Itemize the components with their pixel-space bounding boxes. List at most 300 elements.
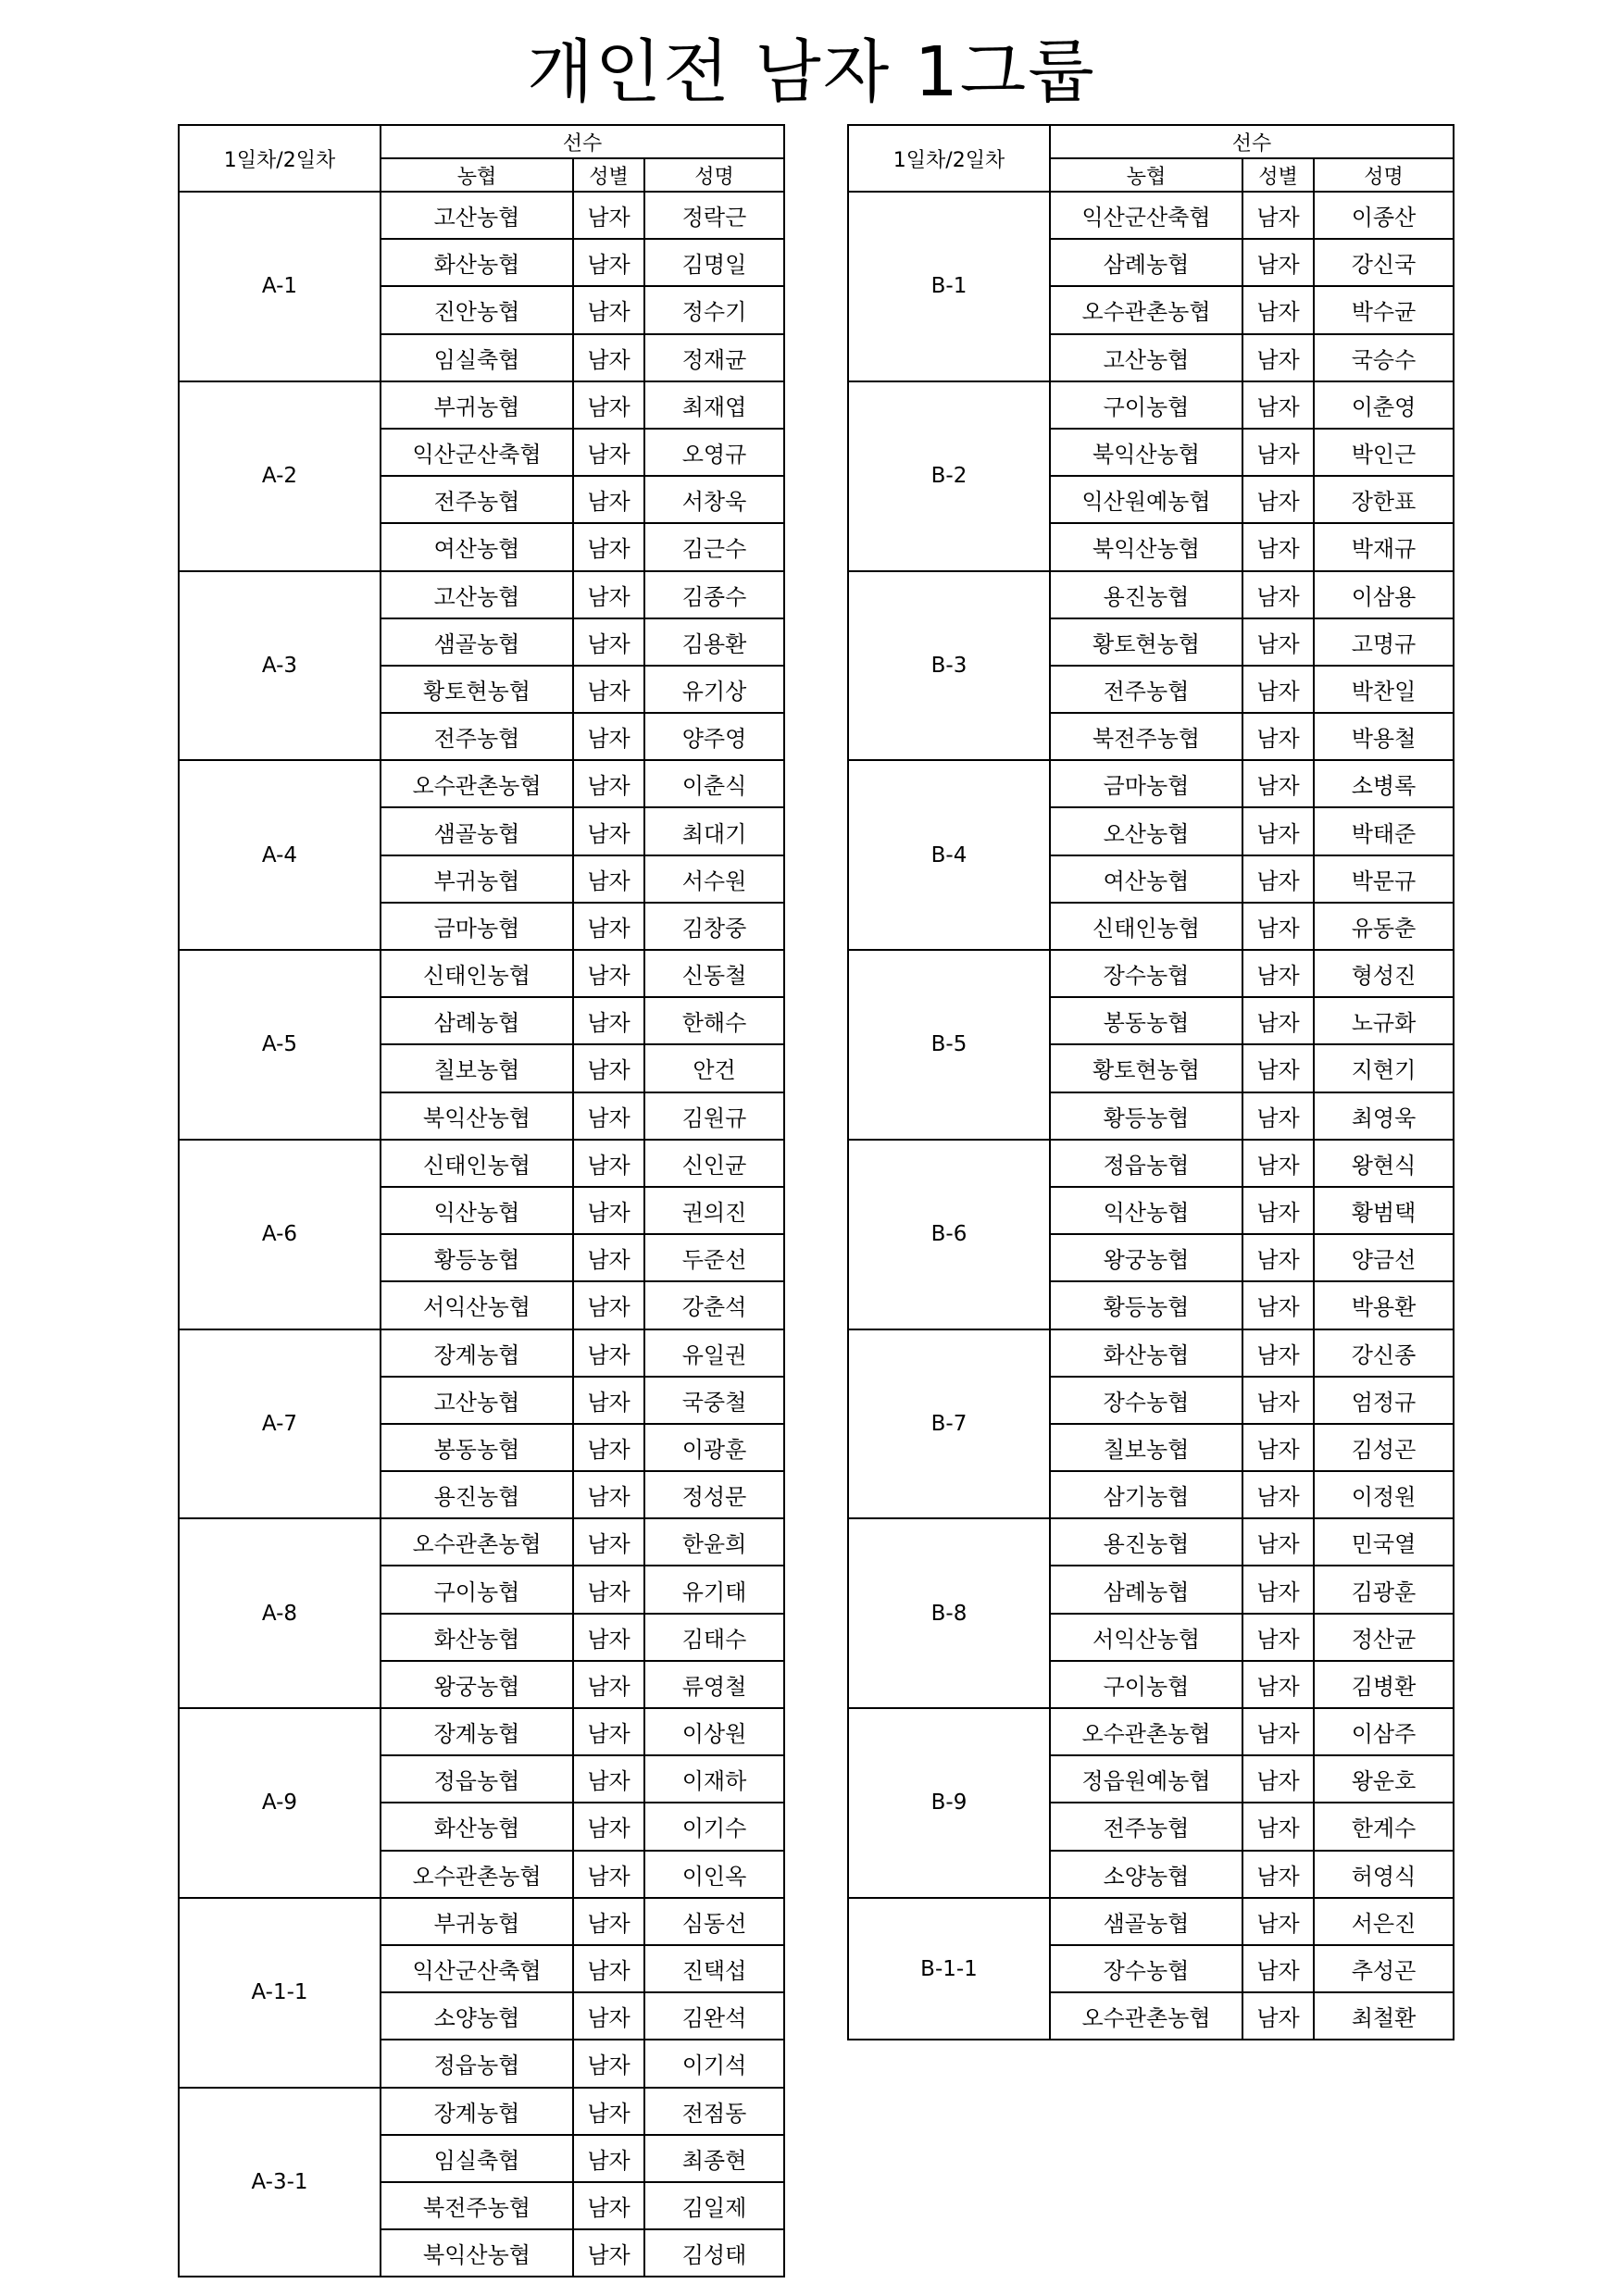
coop-cell: 삼기농협	[1050, 1471, 1242, 1518]
coop-cell: 왕궁농협	[381, 1661, 573, 1708]
coop-cell: 용진농협	[381, 1471, 573, 1518]
sex-cell: 남자	[573, 1281, 644, 1329]
name-cell: 이광훈	[644, 1424, 784, 1471]
table-row	[179, 381, 784, 429]
coop-cell: 장수농협	[1050, 1945, 1242, 1992]
coop-cell: 서익산농협	[381, 1281, 573, 1329]
coop-cell: 왕궁농협	[1050, 1234, 1242, 1281]
name-cell: 이기수	[644, 1803, 784, 1850]
sex-cell: 남자	[573, 1992, 644, 2040]
name-cell: 유기태	[644, 1566, 784, 1613]
sex-cell: 남자	[573, 286, 644, 333]
table-row	[179, 1898, 784, 1945]
header-day: 1일차/2일차	[848, 125, 1050, 192]
sex-cell: 남자	[573, 903, 644, 950]
coop-cell: 고산농협	[381, 1377, 573, 1424]
coop-cell: 황토현농협	[1050, 1044, 1242, 1092]
name-cell: 두준선	[644, 1234, 784, 1281]
name-cell: 김일제	[644, 2182, 784, 2229]
coop-cell: 황등농협	[381, 1234, 573, 1281]
group-label: A-6	[179, 1140, 381, 1329]
page-title: 개인전 남자 1그룹	[527, 32, 1096, 112]
sex-cell: 남자	[573, 1614, 644, 1661]
table-row	[848, 381, 1454, 429]
sex-cell: 남자	[1242, 1234, 1314, 1281]
sex-cell: 남자	[1242, 286, 1314, 333]
name-cell: 강신국	[1314, 239, 1454, 286]
name-cell: 김완석	[644, 1992, 784, 2040]
sex-cell: 남자	[573, 618, 644, 666]
sex-cell: 남자	[573, 1044, 644, 1092]
sex-cell: 남자	[573, 1755, 644, 1803]
coop-cell: 북익산농협	[381, 2229, 573, 2277]
name-cell: 박재규	[1314, 523, 1454, 570]
sex-cell: 남자	[573, 1661, 644, 1708]
coop-cell: 소양농협	[1050, 1851, 1242, 1898]
sex-cell: 남자	[1242, 1992, 1314, 2040]
sex-cell: 남자	[573, 1851, 644, 1898]
group-label: B-1	[848, 192, 1050, 381]
coop-cell: 칠보농협	[381, 1044, 573, 1092]
coop-cell: 부귀농협	[381, 1898, 573, 1945]
name-cell: 정산균	[1314, 1614, 1454, 1661]
coop-cell: 오수관촌농협	[1050, 1992, 1242, 2040]
coop-cell: 전주농협	[1050, 1803, 1242, 1850]
table-row	[179, 1708, 784, 1755]
name-cell: 이삼용	[1314, 571, 1454, 618]
sex-cell: 남자	[573, 1471, 644, 1518]
name-cell: 김성태	[644, 2229, 784, 2277]
sex-cell: 남자	[573, 1140, 644, 1187]
sex-cell: 남자	[1242, 429, 1314, 476]
sex-cell: 남자	[573, 523, 644, 570]
name-cell: 유동춘	[1314, 903, 1454, 950]
name-cell: 지현기	[1314, 1044, 1454, 1092]
coop-cell: 구이농협	[1050, 381, 1242, 429]
name-cell: 서은진	[1314, 1898, 1454, 1945]
coop-cell: 북전주농협	[381, 2182, 573, 2229]
group-label: B-7	[848, 1329, 1050, 1519]
table-row	[179, 571, 784, 618]
sex-cell: 남자	[573, 1329, 644, 1377]
group-label: B-8	[848, 1518, 1050, 1708]
name-cell: 김병환	[1314, 1661, 1454, 1708]
coop-cell: 서익산농협	[1050, 1614, 1242, 1661]
name-cell: 국중철	[644, 1377, 784, 1424]
table-row	[179, 1329, 784, 1377]
name-cell: 김명일	[644, 239, 784, 286]
coop-cell: 북익산농협	[381, 1092, 573, 1140]
name-cell: 김성곤	[1314, 1424, 1454, 1471]
table-row	[848, 1329, 1454, 1377]
left-roster-table	[178, 124, 785, 2277]
sex-cell: 남자	[1242, 760, 1314, 807]
coop-cell: 샘골농협	[1050, 1898, 1242, 1945]
name-cell: 김근수	[644, 523, 784, 570]
coop-cell: 신태인농협	[1050, 903, 1242, 950]
sex-cell: 남자	[573, 1518, 644, 1566]
name-cell: 유기상	[644, 666, 784, 713]
name-cell: 오영규	[644, 429, 784, 476]
name-cell: 강신종	[1314, 1329, 1454, 1377]
sex-cell: 남자	[1242, 1471, 1314, 1518]
name-cell: 유일권	[644, 1329, 784, 1377]
coop-cell: 북전주농협	[1050, 713, 1242, 760]
coop-cell: 정읍농협	[381, 1755, 573, 1803]
sex-cell: 남자	[573, 1566, 644, 1613]
sex-cell: 남자	[1242, 1187, 1314, 1234]
name-cell: 김광훈	[1314, 1566, 1454, 1613]
coop-cell: 삼례농협	[1050, 1566, 1242, 1613]
coop-cell: 화산농협	[381, 1803, 573, 1850]
group-label: A-2	[179, 381, 381, 571]
sex-cell: 남자	[573, 2040, 644, 2087]
table-row	[179, 950, 784, 997]
sex-cell: 남자	[573, 1803, 644, 1850]
sex-cell: 남자	[573, 760, 644, 807]
sex-cell: 남자	[1242, 476, 1314, 523]
coop-cell: 장계농협	[381, 1329, 573, 1377]
name-cell: 양주영	[644, 713, 784, 760]
group-label: A-9	[179, 1708, 381, 1898]
coop-cell: 장수농협	[1050, 950, 1242, 997]
coop-cell: 익산농협	[1050, 1187, 1242, 1234]
header-name: 성명	[644, 158, 784, 192]
sex-cell: 남자	[1242, 381, 1314, 429]
coop-cell: 정읍농협	[1050, 1140, 1242, 1187]
name-cell: 이상원	[644, 1708, 784, 1755]
group-label: A-8	[179, 1518, 381, 1708]
coop-cell: 장수농협	[1050, 1377, 1242, 1424]
sex-cell: 남자	[1242, 1329, 1314, 1377]
sex-cell: 남자	[1242, 855, 1314, 903]
header-sex: 성별	[573, 158, 644, 192]
name-cell: 이춘영	[1314, 381, 1454, 429]
name-cell: 서창욱	[644, 476, 784, 523]
name-cell: 노규화	[1314, 997, 1454, 1044]
name-cell: 진택섭	[644, 1945, 784, 1992]
coop-cell: 황등농협	[1050, 1092, 1242, 1140]
sex-cell: 남자	[1242, 1518, 1314, 1566]
name-cell: 정성문	[644, 1471, 784, 1518]
name-cell: 강춘석	[644, 1281, 784, 1329]
coop-cell: 장계농협	[381, 1708, 573, 1755]
group-label: B-5	[848, 950, 1050, 1140]
sex-cell: 남자	[1242, 1092, 1314, 1140]
sex-cell: 남자	[573, 2135, 644, 2182]
group-label: A-1	[179, 192, 381, 381]
header-coop: 농협	[381, 158, 573, 192]
coop-cell: 오산농협	[1050, 807, 1242, 855]
table-row	[179, 2088, 784, 2135]
name-cell: 이종산	[1314, 192, 1454, 239]
sex-cell: 남자	[573, 997, 644, 1044]
header-player: 선수	[381, 125, 784, 158]
coop-cell: 금마농협	[381, 903, 573, 950]
name-cell: 박용철	[1314, 713, 1454, 760]
table-row	[848, 192, 1454, 239]
name-cell: 신인균	[644, 1140, 784, 1187]
sex-cell: 남자	[1242, 523, 1314, 570]
header-player: 선수	[1050, 125, 1454, 158]
name-cell: 한계수	[1314, 1803, 1454, 1850]
group-label: B-1-1	[848, 1898, 1050, 2040]
name-cell: 박찬일	[1314, 666, 1454, 713]
coop-cell: 신태인농협	[381, 1140, 573, 1187]
sex-cell: 남자	[573, 239, 644, 286]
sex-cell: 남자	[573, 429, 644, 476]
name-cell: 심동선	[644, 1898, 784, 1945]
name-cell: 국승수	[1314, 334, 1454, 381]
table-row	[848, 760, 1454, 807]
coop-cell: 구이농협	[1050, 1661, 1242, 1708]
coop-cell: 정읍원예농협	[1050, 1755, 1242, 1803]
coop-cell: 장계농협	[381, 2088, 573, 2135]
group-label: B-3	[848, 571, 1050, 761]
coop-cell: 정읍농협	[381, 2040, 573, 2087]
name-cell: 추성곤	[1314, 1945, 1454, 1992]
coop-cell: 진안농협	[381, 286, 573, 333]
group-label: A-5	[179, 950, 381, 1140]
sex-cell: 남자	[1242, 1566, 1314, 1613]
group-label: A-7	[179, 1329, 381, 1519]
sex-cell: 남자	[573, 381, 644, 429]
coop-cell: 익산군산축협	[381, 1945, 573, 1992]
sex-cell: 남자	[1242, 1755, 1314, 1803]
coop-cell: 임실축협	[381, 334, 573, 381]
sex-cell: 남자	[573, 571, 644, 618]
coop-cell: 익산군산축협	[1050, 192, 1242, 239]
sex-cell: 남자	[573, 1377, 644, 1424]
table-row	[848, 571, 1454, 618]
name-cell: 한해수	[644, 997, 784, 1044]
sex-cell: 남자	[573, 2088, 644, 2135]
group-label: B-2	[848, 381, 1050, 571]
sex-cell: 남자	[1242, 713, 1314, 760]
sex-cell: 남자	[573, 1945, 644, 1992]
sex-cell: 남자	[573, 1424, 644, 1471]
coop-cell: 봉동농협	[1050, 997, 1242, 1044]
header-name: 성명	[1314, 158, 1454, 192]
coop-cell: 칠보농협	[1050, 1424, 1242, 1471]
name-cell: 허영식	[1314, 1851, 1454, 1898]
name-cell: 최종현	[644, 2135, 784, 2182]
sex-cell: 남자	[1242, 334, 1314, 381]
coop-cell: 금마농협	[1050, 760, 1242, 807]
sex-cell: 남자	[1242, 1898, 1314, 1945]
name-cell: 김창중	[644, 903, 784, 950]
name-cell: 왕운호	[1314, 1755, 1454, 1803]
name-cell: 한윤희	[644, 1518, 784, 1566]
sex-cell: 남자	[573, 476, 644, 523]
name-cell: 소병록	[1314, 760, 1454, 807]
coop-cell: 오수관촌농협	[381, 1518, 573, 1566]
name-cell: 이인옥	[644, 1851, 784, 1898]
header-coop: 농협	[1050, 158, 1242, 192]
name-cell: 류영철	[644, 1661, 784, 1708]
sex-cell: 남자	[573, 1234, 644, 1281]
name-cell: 전점동	[644, 2088, 784, 2135]
name-cell: 고명규	[1314, 618, 1454, 666]
sex-cell: 남자	[1242, 1424, 1314, 1471]
sex-cell: 남자	[1242, 1851, 1314, 1898]
name-cell: 이춘식	[644, 760, 784, 807]
sex-cell: 남자	[573, 713, 644, 760]
name-cell: 안건	[644, 1044, 784, 1092]
group-label: B-6	[848, 1140, 1050, 1329]
name-cell: 정재균	[644, 334, 784, 381]
sex-cell: 남자	[1242, 1044, 1314, 1092]
header-day: 1일차/2일차	[179, 125, 381, 192]
sex-cell: 남자	[1242, 950, 1314, 997]
name-cell: 정수기	[644, 286, 784, 333]
coop-cell: 황등농협	[1050, 1281, 1242, 1329]
name-cell: 서수원	[644, 855, 784, 903]
header-sex: 성별	[1242, 158, 1314, 192]
group-label: A-3	[179, 571, 381, 761]
coop-cell: 익산군산축협	[381, 429, 573, 476]
coop-cell: 오수관촌농협	[381, 1851, 573, 1898]
sex-cell: 남자	[573, 2229, 644, 2277]
name-cell: 정락근	[644, 192, 784, 239]
table-row	[848, 1898, 1454, 1945]
sex-cell: 남자	[1242, 903, 1314, 950]
name-cell: 김원규	[644, 1092, 784, 1140]
sex-cell: 남자	[1242, 239, 1314, 286]
name-cell: 신동철	[644, 950, 784, 997]
coop-cell: 소양농협	[381, 1992, 573, 2040]
name-cell: 황범택	[1314, 1187, 1454, 1234]
coop-cell: 북익산농협	[1050, 523, 1242, 570]
coop-cell: 황토현농협	[1050, 618, 1242, 666]
group-label: A-3-1	[179, 2088, 381, 2277]
coop-cell: 구이농협	[381, 1566, 573, 1613]
coop-cell: 오수관촌농협	[381, 760, 573, 807]
table-row	[179, 1140, 784, 1187]
sex-cell: 남자	[1242, 618, 1314, 666]
name-cell: 왕현식	[1314, 1140, 1454, 1187]
sex-cell: 남자	[573, 807, 644, 855]
name-cell: 형성진	[1314, 950, 1454, 997]
sex-cell: 남자	[573, 2182, 644, 2229]
sex-cell: 남자	[573, 855, 644, 903]
sex-cell: 남자	[573, 950, 644, 997]
group-label: A-4	[179, 760, 381, 950]
group-label: B-9	[848, 1708, 1050, 1898]
name-cell: 최대기	[644, 807, 784, 855]
coop-cell: 북익산농협	[1050, 429, 1242, 476]
name-cell: 엄정규	[1314, 1377, 1454, 1424]
coop-cell: 여산농협	[381, 523, 573, 570]
coop-cell: 샘골농협	[381, 807, 573, 855]
table-row	[848, 1140, 1454, 1187]
sex-cell: 남자	[1242, 1661, 1314, 1708]
sex-cell: 남자	[1242, 1803, 1314, 1850]
name-cell: 양금선	[1314, 1234, 1454, 1281]
coop-cell: 전주농협	[381, 476, 573, 523]
sex-cell: 남자	[1242, 1140, 1314, 1187]
right-roster-table	[847, 124, 1454, 2040]
coop-cell: 봉동농협	[381, 1424, 573, 1471]
coop-cell: 용진농협	[1050, 1518, 1242, 1566]
name-cell: 이정원	[1314, 1471, 1454, 1518]
table-row	[179, 760, 784, 807]
table-row	[848, 1708, 1454, 1755]
coop-cell: 익산농협	[381, 1187, 573, 1234]
coop-cell: 전주농협	[381, 713, 573, 760]
sex-cell: 남자	[573, 666, 644, 713]
name-cell: 김용환	[644, 618, 784, 666]
sex-cell: 남자	[573, 334, 644, 381]
coop-cell: 화산농협	[381, 1614, 573, 1661]
coop-cell: 임실축협	[381, 2135, 573, 2182]
coop-cell: 황토현농협	[381, 666, 573, 713]
name-cell: 이재하	[644, 1755, 784, 1803]
name-cell: 민국열	[1314, 1518, 1454, 1566]
sex-cell: 남자	[1242, 1281, 1314, 1329]
table-row	[848, 950, 1454, 997]
sex-cell: 남자	[573, 1187, 644, 1234]
name-cell: 최재엽	[644, 381, 784, 429]
sex-cell: 남자	[573, 1708, 644, 1755]
group-label: B-4	[848, 760, 1050, 950]
coop-cell: 여산농협	[1050, 855, 1242, 903]
name-cell: 이삼주	[1314, 1708, 1454, 1755]
sex-cell: 남자	[573, 1092, 644, 1140]
name-cell: 박문규	[1314, 855, 1454, 903]
coop-cell: 고산농협	[1050, 334, 1242, 381]
sex-cell: 남자	[1242, 1945, 1314, 1992]
table-row	[179, 1518, 784, 1566]
name-cell: 최영욱	[1314, 1092, 1454, 1140]
sex-cell: 남자	[573, 192, 644, 239]
sex-cell: 남자	[1242, 192, 1314, 239]
coop-cell: 샘골농협	[381, 618, 573, 666]
name-cell: 김태수	[644, 1614, 784, 1661]
coop-cell: 신태인농협	[381, 950, 573, 997]
coop-cell: 삼례농협	[381, 997, 573, 1044]
sex-cell: 남자	[1242, 807, 1314, 855]
name-cell: 권의진	[644, 1187, 784, 1234]
name-cell: 박용환	[1314, 1281, 1454, 1329]
name-cell: 박수균	[1314, 286, 1454, 333]
sex-cell: 남자	[1242, 666, 1314, 713]
coop-cell: 오수관촌농협	[1050, 1708, 1242, 1755]
coop-cell: 전주농협	[1050, 666, 1242, 713]
coop-cell: 익산원예농협	[1050, 476, 1242, 523]
name-cell: 박태준	[1314, 807, 1454, 855]
name-cell: 김종수	[644, 571, 784, 618]
coop-cell: 오수관촌농협	[1050, 286, 1242, 333]
coop-cell: 부귀농협	[381, 381, 573, 429]
sex-cell: 남자	[573, 1898, 644, 1945]
sex-cell: 남자	[1242, 1614, 1314, 1661]
coop-cell: 용진농협	[1050, 571, 1242, 618]
table-row	[848, 1518, 1454, 1566]
coop-cell: 부귀농협	[381, 855, 573, 903]
coop-cell: 삼례농협	[1050, 239, 1242, 286]
table-row	[179, 192, 784, 239]
coop-cell: 고산농협	[381, 571, 573, 618]
name-cell: 최철환	[1314, 1992, 1454, 2040]
coop-cell: 화산농협	[381, 239, 573, 286]
group-label: A-1-1	[179, 1898, 381, 2088]
coop-cell: 고산농협	[381, 192, 573, 239]
sex-cell: 남자	[1242, 997, 1314, 1044]
sex-cell: 남자	[1242, 1377, 1314, 1424]
name-cell: 장한표	[1314, 476, 1454, 523]
sex-cell: 남자	[1242, 571, 1314, 618]
